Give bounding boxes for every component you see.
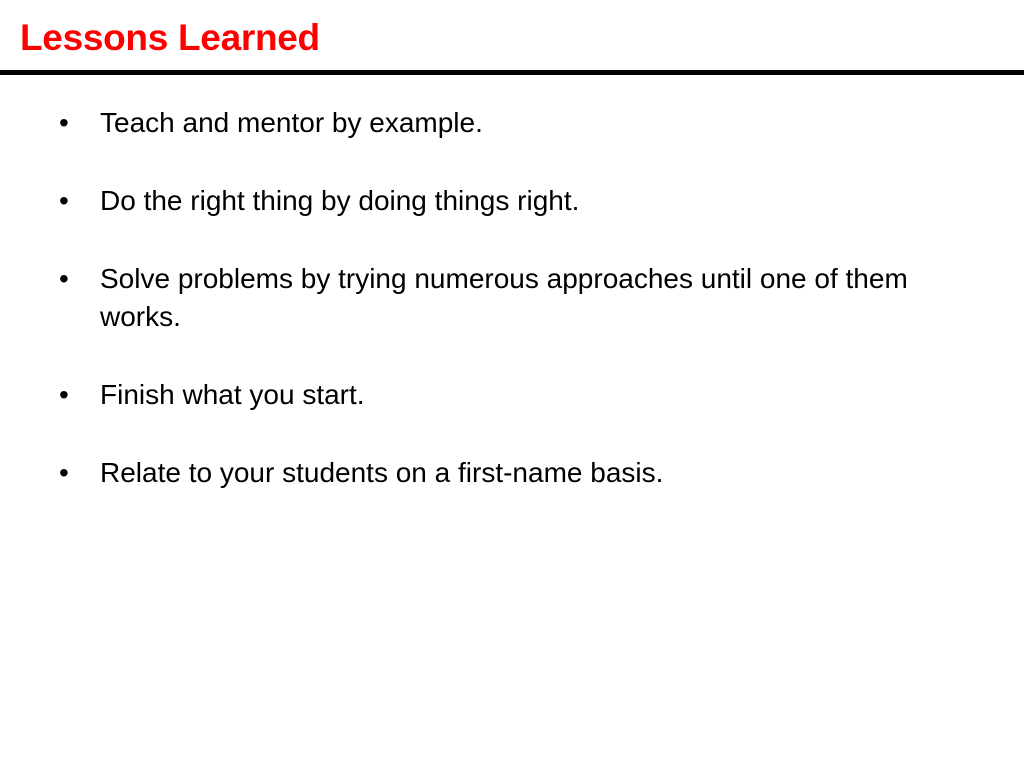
bullet-icon: • xyxy=(59,457,69,488)
bullet-item xyxy=(0,454,1024,492)
bullet-text: Solve problems by trying numerous approaches until one of them works. xyxy=(100,263,908,332)
bullet-text: Finish what you start. xyxy=(100,379,365,410)
bullet-item xyxy=(0,376,1024,414)
bullet-icon: • xyxy=(59,107,69,138)
title-divider xyxy=(0,70,1024,75)
bullet-item xyxy=(0,104,1024,142)
bullet-item xyxy=(0,182,1024,220)
bullet-icon: • xyxy=(59,185,69,216)
bullet-text: Relate to your students on a first-name basis. xyxy=(100,457,664,488)
bullet-text: Teach and mentor by example. xyxy=(100,107,483,138)
bullet-item xyxy=(0,260,1024,336)
bullet-icon: • xyxy=(59,379,69,410)
bullet-text: Do the right thing by doing things right. xyxy=(100,185,580,216)
bullet-list xyxy=(0,104,1024,532)
slide-title: Lessons Learned xyxy=(20,17,320,58)
bullet-icon: • xyxy=(59,263,69,294)
